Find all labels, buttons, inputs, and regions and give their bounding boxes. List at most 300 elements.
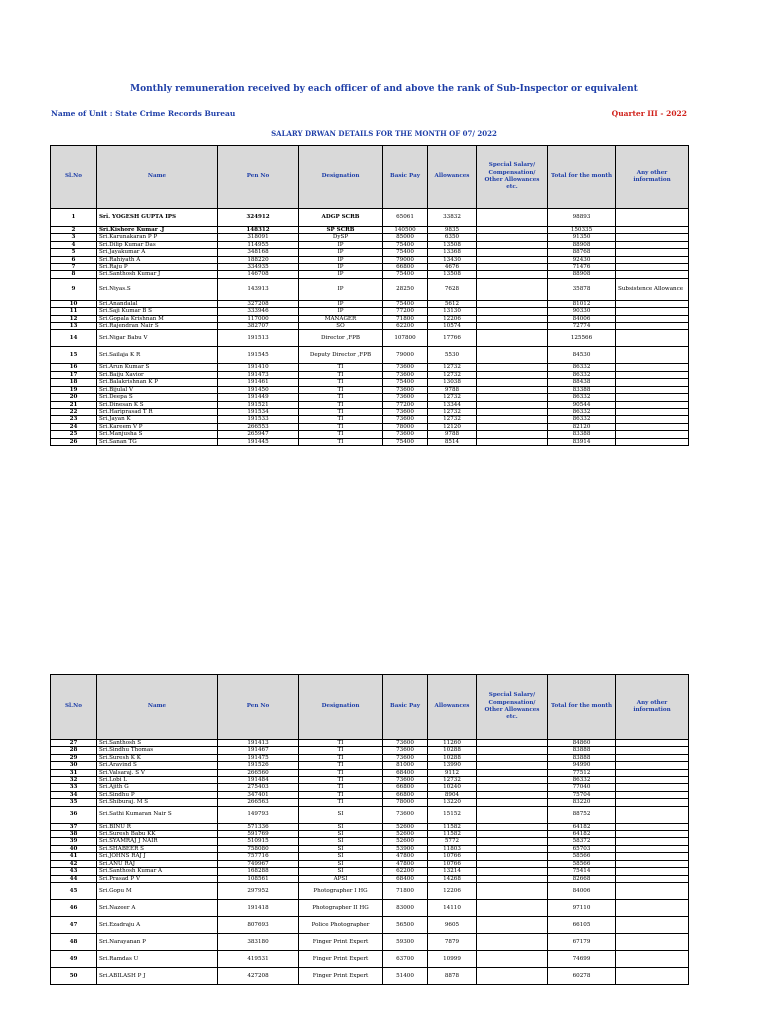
cell-designation: IP [299, 278, 383, 300]
cell-slno: 21 [51, 401, 97, 408]
col-header-allowances: Allowances [428, 675, 477, 740]
cell-basicpay: 62200 [383, 323, 428, 330]
cell-special [477, 209, 548, 227]
cell-special [477, 315, 548, 322]
cell-total: 75414 [548, 868, 616, 875]
cell-special [477, 386, 548, 393]
cell-info [616, 916, 689, 933]
cell-total: 35878 [548, 278, 616, 300]
cell-info [616, 315, 689, 322]
cell-designation: TI [299, 371, 383, 378]
cell-basicpay: 73600 [383, 386, 428, 393]
table-row [51, 967, 689, 984]
cell-penno: 191526 [218, 762, 299, 769]
cell-name: Sri.ABILASH P J [97, 967, 218, 984]
cell-info [616, 769, 689, 776]
cell-allowances: 10288 [428, 754, 477, 761]
cell-info [616, 271, 689, 278]
cell-designation: MANAGER [299, 315, 383, 322]
cell-special [477, 950, 548, 967]
cell-designation: TI [299, 784, 383, 791]
cell-slno: 29 [51, 754, 97, 761]
cell-designation: SP SCRB [299, 227, 383, 234]
cell-info [616, 431, 689, 438]
cell-special [477, 769, 548, 776]
cell-special [477, 227, 548, 234]
cell-allowances: 10240 [428, 784, 477, 791]
cell-total: 83220 [548, 799, 616, 806]
cell-designation: IP [299, 271, 383, 278]
cell-total: 83888 [548, 747, 616, 754]
cell-total: 84530 [548, 347, 616, 364]
cell-name: Sri.Aravind S [97, 762, 218, 769]
col-header-penno: Pen No [218, 146, 299, 209]
cell-name: Sri.Karunakaran P P [97, 234, 218, 241]
cell-penno: 758080 [218, 845, 299, 852]
cell-designation: TI [299, 401, 383, 408]
col-header-name: Name [97, 675, 218, 740]
cell-name: Sri.Sindhu P [97, 791, 218, 798]
cell-designation: TI [299, 799, 383, 806]
cell-slno: 17 [51, 371, 97, 378]
cell-penno: 146708 [218, 271, 299, 278]
cell-penno: 191461 [218, 379, 299, 386]
table-row [51, 330, 689, 347]
cell-allowances: 15152 [428, 806, 477, 823]
cell-penno: 807693 [218, 916, 299, 933]
table-row [51, 882, 689, 899]
cell-allowances: 9605 [428, 916, 477, 933]
cell-penno: 191534 [218, 408, 299, 415]
cell-slno: 34 [51, 791, 97, 798]
cell-info [616, 845, 689, 852]
cell-allowances: 13344 [428, 401, 477, 408]
cell-basicpay: 75400 [383, 249, 428, 256]
cell-slno: 50 [51, 967, 97, 984]
cell-penno: 191473 [218, 371, 299, 378]
cell-total: 84860 [548, 740, 616, 747]
table-row [51, 799, 689, 806]
cell-special [477, 256, 548, 263]
cell-basicpay: 47800 [383, 853, 428, 860]
cell-info [616, 868, 689, 875]
cell-name: Sri.Jayakumar A [97, 249, 218, 256]
cell-basicpay: 78000 [383, 423, 428, 430]
cell-allowances: 12120 [428, 423, 477, 430]
cell-name: Sri.Valsaraj. S V [97, 769, 218, 776]
cell-basicpay: 71800 [383, 315, 428, 322]
table-row [51, 838, 689, 845]
table-row [51, 347, 689, 364]
cell-allowances: 11803 [428, 845, 477, 852]
cell-info [616, 791, 689, 798]
cell-special [477, 823, 548, 830]
cell-total: 75704 [548, 791, 616, 798]
cell-basicpay: 53900 [383, 845, 428, 852]
cell-penno: 148312 [218, 227, 299, 234]
cell-penno: 191449 [218, 394, 299, 401]
cell-special [477, 899, 548, 916]
cell-name: Sri.Sindhu Thomas [97, 747, 218, 754]
cell-info [616, 423, 689, 430]
cell-allowances: 33832 [428, 209, 477, 227]
cell-slno: 12 [51, 315, 97, 322]
cell-name: Sri.SYAMRAJ J NAIR [97, 838, 218, 845]
table-header-row [51, 146, 689, 209]
cell-penno: 191533 [218, 416, 299, 423]
cell-info [616, 899, 689, 916]
cell-total: 58372 [548, 838, 616, 845]
cell-name: Sri.Dilip Kumar Das [97, 241, 218, 248]
cell-name: Sri.Deepa S [97, 394, 218, 401]
cell-designation: SI [299, 868, 383, 875]
cell-special [477, 431, 548, 438]
cell-total: 74699 [548, 950, 616, 967]
table-row [51, 300, 689, 307]
cell-total: 60278 [548, 967, 616, 984]
cell-slno: 37 [51, 823, 97, 830]
table-row [51, 875, 689, 882]
cell-designation: TI [299, 762, 383, 769]
cell-slno: 48 [51, 933, 97, 950]
cell-basicpay: 52600 [383, 823, 428, 830]
cell-slno: 1 [51, 209, 97, 227]
cell-total: 86332 [548, 371, 616, 378]
cell-special [477, 330, 548, 347]
cell-special [477, 408, 548, 415]
cell-info [616, 364, 689, 371]
cell-special [477, 264, 548, 271]
cell-designation: SI [299, 838, 383, 845]
table-row [51, 264, 689, 271]
cell-total: 77040 [548, 784, 616, 791]
cell-slno: 45 [51, 882, 97, 899]
cell-penno: 191413 [218, 740, 299, 747]
cell-basicpay: 78000 [383, 799, 428, 806]
cell-name: Sri.Hariprasad T R [97, 408, 218, 415]
cell-name: Sri.BINU R [97, 823, 218, 830]
cell-total: 90544 [548, 401, 616, 408]
cell-special [477, 278, 548, 300]
cell-allowances: 12732 [428, 777, 477, 784]
cell-designation: SI [299, 806, 383, 823]
cell-info [616, 249, 689, 256]
cell-slno: 31 [51, 769, 97, 776]
cell-basicpay: 75400 [383, 241, 428, 248]
cell-info [616, 747, 689, 754]
cell-designation: TI [299, 408, 383, 415]
cell-name: Sri.Narayanan P [97, 933, 218, 950]
cell-name: Sri.ANU RAJ [97, 860, 218, 867]
cell-special [477, 875, 548, 882]
cell-allowances: 14268 [428, 875, 477, 882]
cell-basicpay: 107800 [383, 330, 428, 347]
cell-total: 86332 [548, 394, 616, 401]
cell-name: Sri.Rahiyath A [97, 256, 218, 263]
cell-info [616, 831, 689, 838]
table-row [51, 416, 689, 423]
cell-basicpay: 66800 [383, 791, 428, 798]
cell-designation: TI [299, 747, 383, 754]
table-row [51, 308, 689, 315]
cell-basicpay: 73600 [383, 364, 428, 371]
cell-total: 82120 [548, 423, 616, 430]
cell-designation: Deputy Director ,FPB [299, 347, 383, 364]
cell-basicpay: 73600 [383, 754, 428, 761]
cell-slno: 30 [51, 762, 97, 769]
col-header-designation: Designation [299, 675, 383, 740]
cell-basicpay: 75400 [383, 300, 428, 307]
cell-info [616, 762, 689, 769]
cell-slno: 9 [51, 278, 97, 300]
cell-info [616, 308, 689, 315]
cell-special [477, 868, 548, 875]
cell-basicpay: 65061 [383, 209, 428, 227]
cell-allowances: 13990 [428, 762, 477, 769]
cell-designation: TI [299, 364, 383, 371]
cell-allowances: 8904 [428, 791, 477, 798]
cell-total: 64182 [548, 823, 616, 830]
cell-allowances: 11582 [428, 823, 477, 830]
cell-special [477, 300, 548, 307]
cell-special [477, 860, 548, 867]
table-row [51, 256, 689, 263]
cell-basicpay: 73600 [383, 416, 428, 423]
cell-total: 58566 [548, 860, 616, 867]
col-header-slno: Sl.No [51, 146, 97, 209]
cell-basicpay: 66800 [383, 784, 428, 791]
cell-basicpay: 85000 [383, 234, 428, 241]
table-row [51, 762, 689, 769]
table-row [51, 401, 689, 408]
cell-basicpay: 81000 [383, 762, 428, 769]
cell-total: 98893 [548, 209, 616, 227]
cell-allowances: 13508 [428, 241, 477, 248]
cell-penno: 324912 [218, 209, 299, 227]
cell-total: 81012 [548, 300, 616, 307]
table-row [51, 950, 689, 967]
cell-allowances: 9112 [428, 769, 477, 776]
cell-allowances: 9788 [428, 431, 477, 438]
cell-allowances: 10574 [428, 323, 477, 330]
cell-special [477, 423, 548, 430]
cell-info [616, 777, 689, 784]
cell-info [616, 394, 689, 401]
cell-slno: 8 [51, 271, 97, 278]
cell-total: 150335 [548, 227, 616, 234]
cell-designation: TI [299, 769, 383, 776]
cell-total: 92430 [548, 256, 616, 263]
cell-basicpay: 79000 [383, 256, 428, 263]
cell-name: Sri.Jayan K [97, 416, 218, 423]
cell-slno: 23 [51, 416, 97, 423]
cell-special [477, 241, 548, 248]
cell-special [477, 371, 548, 378]
cell-slno: 43 [51, 868, 97, 875]
cell-total: 71476 [548, 264, 616, 271]
cell-penno: 191521 [218, 401, 299, 408]
cell-slno: 16 [51, 364, 97, 371]
cell-basicpay: 71800 [383, 882, 428, 899]
table-row [51, 364, 689, 371]
cell-penno: 191467 [218, 747, 299, 754]
table-row [51, 868, 689, 875]
cell-info [616, 386, 689, 393]
cell-allowances: 8878 [428, 967, 477, 984]
cell-basicpay: 63700 [383, 950, 428, 967]
table-row [51, 278, 689, 300]
table-row [51, 438, 689, 445]
cell-total: 94990 [548, 762, 616, 769]
cell-slno: 5 [51, 249, 97, 256]
cell-info [616, 860, 689, 867]
cell-slno: 19 [51, 386, 97, 393]
cell-slno: 36 [51, 806, 97, 823]
cell-name: Sri.Kareem V P [97, 423, 218, 430]
cell-penno: 191545 [218, 347, 299, 364]
cell-penno: 510915 [218, 838, 299, 845]
cell-designation: TI [299, 394, 383, 401]
table-row [51, 234, 689, 241]
cell-name: Sri.Sathi Kumaran Nair S [97, 806, 218, 823]
cell-penno: 318091 [218, 234, 299, 241]
cell-total: 66105 [548, 916, 616, 933]
cell-info [616, 416, 689, 423]
cell-total: 83388 [548, 386, 616, 393]
cell-info [616, 401, 689, 408]
cell-name: Sri.Nigar Babu V [97, 330, 218, 347]
table-header-row [51, 675, 689, 740]
cell-designation: Photographer II HG [299, 899, 383, 916]
cell-designation: SI [299, 831, 383, 838]
cell-name: Sri.Shiburaj. M S [97, 799, 218, 806]
table-row [51, 806, 689, 823]
table-row [51, 271, 689, 278]
cell-slno: 41 [51, 853, 97, 860]
cell-allowances: 7628 [428, 278, 477, 300]
cell-info [616, 806, 689, 823]
cell-info [616, 300, 689, 307]
cell-penno: 327208 [218, 300, 299, 307]
col-header-slno: Sl.No [51, 675, 97, 740]
cell-penno: 117000 [218, 315, 299, 322]
cell-designation: IP [299, 308, 383, 315]
col-header-name: Name [97, 146, 218, 209]
cell-total: 88908 [548, 271, 616, 278]
cell-info [616, 740, 689, 747]
cell-allowances: 12732 [428, 408, 477, 415]
cell-designation: Finger Print Expert [299, 967, 383, 984]
cell-penno: 266553 [218, 423, 299, 430]
cell-special [477, 347, 548, 364]
cell-total: 64182 [548, 831, 616, 838]
cell-total: 83914 [548, 438, 616, 445]
cell-basicpay: 68400 [383, 769, 428, 776]
col-header-total: Total for the month [548, 675, 616, 740]
cell-penno: 143913 [218, 278, 299, 300]
cell-basicpay: 77200 [383, 401, 428, 408]
cell-slno: 32 [51, 777, 97, 784]
cell-total: 83888 [548, 754, 616, 761]
cell-total: 88752 [548, 806, 616, 823]
cell-penno: 333946 [218, 308, 299, 315]
cell-info: Subsistence Allowance [616, 278, 689, 300]
cell-name: Sri.Balakrishnan K P [97, 379, 218, 386]
cell-slno: 3 [51, 234, 97, 241]
cell-total: 82668 [548, 875, 616, 882]
cell-designation: SI [299, 845, 383, 852]
cell-info [616, 330, 689, 347]
cell-designation: SI [299, 823, 383, 830]
cell-name: Sri.Santhosh Kumar A [97, 868, 218, 875]
cell-special [477, 784, 548, 791]
cell-allowances: 8514 [428, 438, 477, 445]
cell-special [477, 379, 548, 386]
cell-penno: 419531 [218, 950, 299, 967]
cell-slno: 10 [51, 300, 97, 307]
cell-penno: 191484 [218, 777, 299, 784]
cell-penno: 383180 [218, 933, 299, 950]
cell-slno: 33 [51, 784, 97, 791]
cell-penno: 757716 [218, 853, 299, 860]
cell-name: Sri.Ramdas U [97, 950, 218, 967]
table-row [51, 227, 689, 234]
cell-allowances: 11582 [428, 831, 477, 838]
cell-slno: 24 [51, 423, 97, 430]
col-header-penno: Pen No [218, 675, 299, 740]
cell-name: Sri.Suresh K K [97, 754, 218, 761]
col-header-total: Total for the month [548, 146, 616, 209]
cell-basicpay: 73600 [383, 408, 428, 415]
cell-penno: 191513 [218, 330, 299, 347]
cell-basicpay: 77200 [383, 308, 428, 315]
cell-name: Sri.Dinesan K S [97, 401, 218, 408]
cell-designation: DySP [299, 234, 383, 241]
salary-table-2 [50, 674, 689, 985]
cell-penno: 191445 [218, 438, 299, 445]
col-header-info: Any other information [616, 675, 689, 740]
cell-info [616, 379, 689, 386]
cell-allowances: 5612 [428, 300, 477, 307]
cell-basicpay: 59300 [383, 933, 428, 950]
cell-info [616, 754, 689, 761]
cell-name: Sri.SHABEER S [97, 845, 218, 852]
cell-allowances: 6350 [428, 234, 477, 241]
table-row [51, 371, 689, 378]
cell-penno: 265947 [218, 431, 299, 438]
cell-info [616, 241, 689, 248]
cell-designation: TI [299, 740, 383, 747]
cell-slno: 35 [51, 799, 97, 806]
cell-allowances: 12206 [428, 882, 477, 899]
cell-basicpay: 73600 [383, 777, 428, 784]
cell-basicpay: 28250 [383, 278, 428, 300]
cell-slno: 22 [51, 408, 97, 415]
cell-slno: 28 [51, 747, 97, 754]
cell-total: 83388 [548, 431, 616, 438]
cell-penno: 348168 [218, 249, 299, 256]
cell-name: Sri.Lobi L [97, 777, 218, 784]
col-header-special: Special Salary/ Compensation/ Other Allowances etc. [477, 146, 548, 209]
cell-penno: 149793 [218, 806, 299, 823]
col-header-info: Any other information [616, 146, 689, 209]
cell-designation: TI [299, 416, 383, 423]
cell-slno: 11 [51, 308, 97, 315]
table-row [51, 394, 689, 401]
cell-slno: 13 [51, 323, 97, 330]
cell-allowances: 12732 [428, 364, 477, 371]
cell-slno: 39 [51, 838, 97, 845]
